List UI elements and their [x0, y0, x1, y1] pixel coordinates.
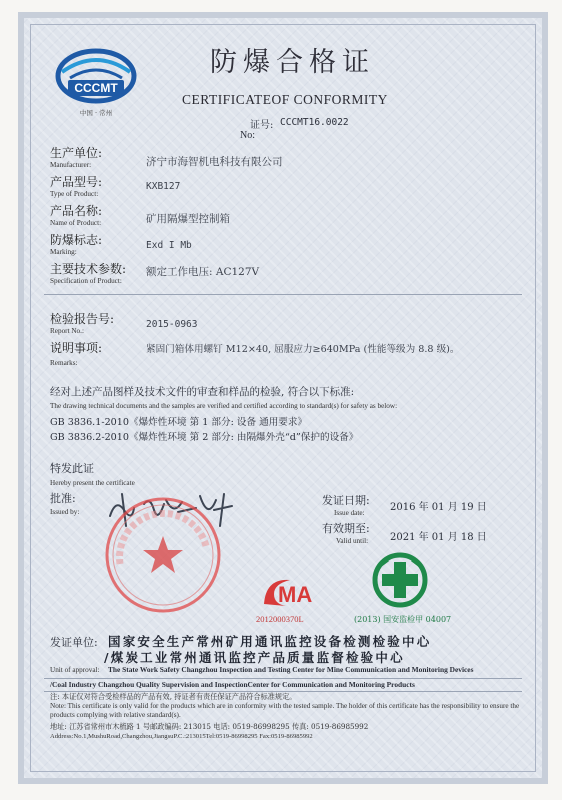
issue-date-value: 2016 年 01 月 19 日 [390, 502, 487, 513]
logo-caption: 中国 · 常州 [79, 109, 113, 117]
type-label-en: Type of Product: [50, 190, 99, 198]
hereby-en: Hereby present the certificate [50, 479, 135, 487]
spec-label: 主要技术参数: [50, 262, 127, 276]
valid-label: 有效期至: [322, 522, 370, 535]
standard-1: GB 3836.1-2010《爆炸性环境 第 1 部分: 设备 通用要求》 [50, 417, 308, 428]
manufacturer-label-en: Manufacturer: [50, 161, 92, 169]
cert-no-label-en: No: [240, 130, 255, 141]
remarks-label: 说明事项: [50, 341, 103, 355]
cma-text: MA [278, 582, 313, 607]
issue-date-label: 发证日期: [322, 494, 370, 507]
cma-number: 2012000370L [256, 614, 304, 624]
note-en: Note: This certificate is only valid for the products which are in conformity with the tested sample. The holder of this certificate has the responsibility to ensure the products complying with relative standard(s). [50, 702, 520, 719]
spec-label-en: Specification of Product: [50, 277, 122, 285]
name-label: 产品名称: [50, 204, 103, 218]
manufacturer-value: 济宁市海智机电科技有限公司 [146, 156, 283, 168]
unit-name-en-2: /Coal Industry Changzhou Quality Supervision and InspectionCenter for Communication and Monitoring Products [50, 680, 415, 689]
cert-no-value: CCCMT16.0022 [280, 117, 349, 128]
certificate-sheet [18, 12, 548, 784]
ccccmt-logo-icon [50, 42, 142, 108]
spec-value: 额定工作电压: AC127V [146, 266, 260, 278]
divider-2 [44, 678, 522, 679]
official-seal-image [102, 494, 224, 616]
unit-label: 发证单位: [50, 636, 98, 649]
address-en: Address:No.1,MushuRoad,Changzhou,JiangsuP.C.:213015Tel:0519-86998295 Fax:0519-86985992 [50, 733, 313, 740]
remarks-value: 紧固门箱体用螺钉 M12×40, 屈服应力≥640MPa (性能等级为 8.8 级)。 [146, 344, 460, 355]
title-zh: 防爆合格证 [210, 47, 375, 78]
report-label-en: Report No.: [50, 327, 84, 335]
hereby-zh: 特发此证 [50, 462, 94, 475]
cma-mark-icon [260, 574, 320, 610]
type-value: KXB127 [146, 181, 181, 192]
unit-name-2: /煤炭工业常州通讯监控产品质量监督检验中心 [104, 650, 405, 665]
approve-label-en: Issued by: [50, 508, 80, 516]
unit-label-en: Unit of approval: [50, 666, 100, 674]
unit-name-en-1: The State Work Safety Changzhou Inspection and Testing Center for Mine Communication and Monitoring Devices [108, 665, 474, 674]
marking-label: 防爆标志: [50, 233, 103, 247]
approve-label: 批准: [50, 492, 76, 505]
issue-date-label-en: Issue date: [334, 509, 365, 517]
marking-value: Exd I Mb [146, 240, 192, 251]
name-label-en: Name of Product: [50, 219, 102, 227]
cert-no-label: 证号: [250, 120, 274, 131]
type-label: 产品型号: [50, 175, 103, 189]
report-value: 2015-0963 [146, 319, 198, 330]
manufacturer-label: 生产单位: [50, 146, 103, 160]
unit-name-1: 国家安全生产常州矿用通讯监控设备检测检验中心 [108, 634, 432, 649]
valid-date-value: 2021 年 01 月 18 日 [390, 532, 487, 543]
name-value: 矿用隔爆型控制箱 [146, 213, 230, 225]
remarks-label-en: Remarks: [50, 359, 78, 367]
marking-label-en: Marking: [50, 248, 77, 256]
address-zh: 地址: 江苏省常州市木梳路 1 号邮政编码: 213015 电话: 0519-86998295 传真: 0519-86985992 [50, 722, 369, 731]
verification-zh: 经对上述产品图样及技术文件的审查和样品的检验, 符合以下标准: [50, 386, 355, 398]
divider-1 [44, 294, 522, 295]
logo [50, 42, 142, 122]
logo-text: CCCMT [74, 81, 118, 95]
note-zh: 注: 本证仅对符合受检样品的产品有效, 持证者有责任保证产品符合标准规定。 [50, 692, 297, 701]
standard-2: GB 3836.2-2010《爆炸性环境 第 2 部分: 由隔爆外壳“d”保护的设备》 [50, 432, 359, 443]
safety-mark-icon [372, 552, 428, 608]
verification-en: The drawing technical documents and the samples are verified and certified according to standard(s) for safety as below: [50, 402, 398, 410]
gaj-number: (2013) 国安监检甲 04007 [354, 615, 452, 624]
title-en: CERTIFICATEOF CONFORMITY [182, 92, 388, 107]
valid-label-en: Valid until: [336, 537, 369, 545]
report-label: 检验报告号: [50, 312, 115, 326]
